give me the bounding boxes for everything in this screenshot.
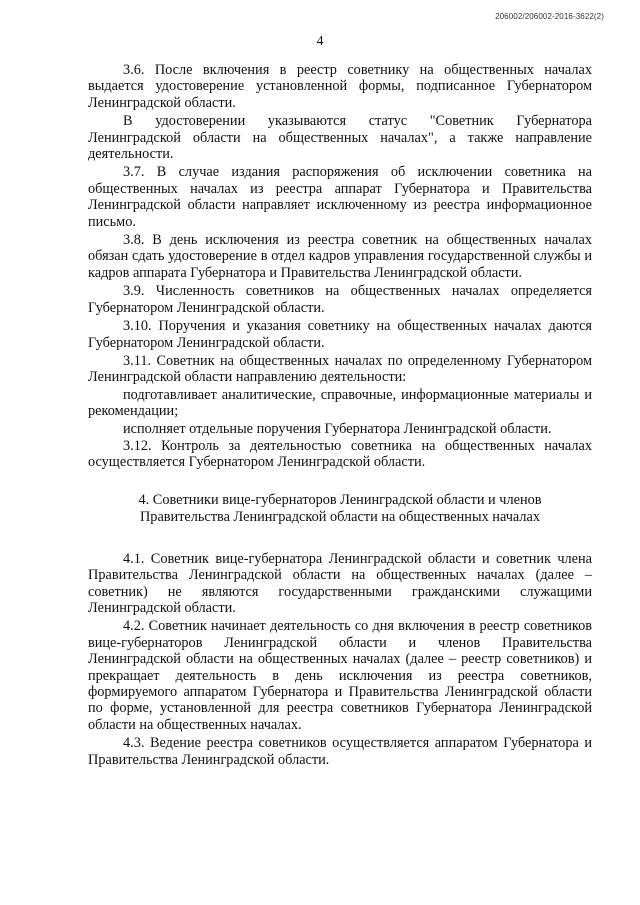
section-4-heading-line-2: Правительства Ленинградской области на общественных началах — [139, 509, 541, 526]
section-4-heading-line-1: 4. Советники вице-губернаторов Ленинградской области и членов — [138, 491, 542, 508]
document-code: 206002/206002-2016-3622(2) — [495, 12, 604, 21]
paragraph-3-12: 3.12. Контроль за деятельностью советника на общественных началах осуществляется Губернатором Ленинградской области. — [88, 437, 592, 471]
paragraph-4-1: 4.1. Советник вице-губернатора Ленинградской области и советник члена Правительства Ленинградской области на общественных началах (далее – советник) не являются государственными гражданскими служащими Ленинградской области. — [88, 550, 592, 616]
section-4-heading — [88, 492, 592, 527]
paragraph-3-11-item-1: подготавливает аналитические, справочные, информационные материалы и рекомендации; — [88, 386, 592, 420]
paragraph-3-8: 3.8. В день исключения из реестра советник на общественных началах обязан сдать удостоверение в отдел кадров управления государственной службы и кадров аппарата Губернатора и Правительства Ленинградской области. — [88, 232, 592, 281]
paragraph-3-11-item-2: исполняет отдельные поручения Губернатора Ленинградской области. — [123, 420, 552, 437]
paragraph-3-10: 3.10. Поручения и указания советнику на общественных началах даются Губернатором Ленинградской области. — [88, 318, 592, 351]
document-body — [88, 62, 592, 770]
paragraph-3-6: 3.6. После включения в реестр советнику на общественных началах выдается удостоверение установленной формы, подписанное Губернатором Ленинградской области. — [88, 62, 592, 111]
paragraph-3-9: 3.9. Численность советников на общественных началах определяется Губернатором Ленинградской области. — [88, 283, 592, 316]
paragraph-3-7: 3.7. В случае издания распоряжения об исключении советника на общественных началах из реестра аппарат Губернатора и Правительства Ленинградской области направляет исключенному из реестра информационное письмо. — [88, 164, 592, 230]
page-number: 4 — [316, 34, 324, 49]
paragraph-4-3: 4.3. Ведение реестра советников осуществляется аппаратом Губернатора и Правительства Ленинградской области. — [88, 735, 592, 768]
paragraph-4-2: 4.2. Советник начинает деятельность со дня включения в реестр советников вице-губернаторов Ленинградской области и членов Правительства Ленинградской области на общественных началах (далее – реестр советников) и прекращает деятельность в день исключения из реестра советников, формируемого аппаратом Губернатора и Правительства Ленинградской области по форме, установленной для реестра советников Губернатора Ленинградской области на общественных началах. — [88, 618, 592, 733]
paragraph-3-6-certificate: В удостоверении указываются статус "Советник Губернатора Ленинградской области на общественных началах", а также направление деятельности. — [88, 113, 592, 163]
paragraph-3-11: 3.11. Советник на общественных началах по определенному Губернатором Ленинградской области направлению деятельности: — [88, 352, 592, 386]
